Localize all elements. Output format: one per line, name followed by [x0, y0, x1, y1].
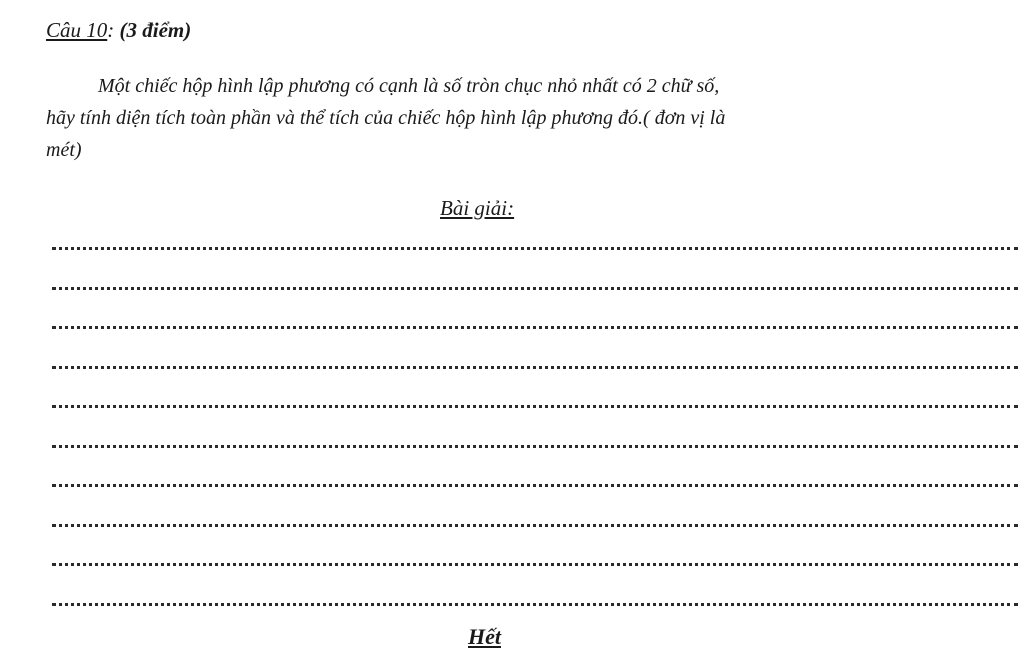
answer-line[interactable] — [52, 436, 1018, 476]
question-text — [46, 70, 946, 166]
question-label: Câu 10 — [46, 18, 108, 42]
answer-line[interactable] — [52, 475, 1018, 515]
answer-line[interactable] — [52, 396, 1018, 436]
answer-line[interactable] — [52, 554, 1018, 594]
solution-title: Bài giải: — [440, 196, 515, 220]
answer-line[interactable] — [52, 357, 1018, 397]
question-text-line: Một chiếc hộp hình lập phương có cạnh là số tròn chục nhỏ nhất có 2 chữ số, — [98, 75, 720, 97]
answer-line[interactable] — [52, 515, 1018, 555]
answer-line[interactable] — [52, 594, 1018, 634]
answer-line[interactable] — [52, 317, 1018, 357]
question-separator: : — [107, 18, 120, 42]
question-header — [46, 18, 191, 43]
end-mark: Hết — [468, 624, 501, 649]
question-text-line: mét) — [46, 139, 82, 161]
answer-area[interactable] — [52, 238, 1018, 633]
answer-line[interactable] — [52, 238, 1018, 278]
question-points: (3 điểm) — [119, 18, 192, 42]
answer-line[interactable] — [52, 278, 1018, 318]
question-text-line: hãy tính diện tích toàn phần và thể tích của chiếc hộp hình lập phương đó.( đơn vị là — [46, 107, 726, 129]
